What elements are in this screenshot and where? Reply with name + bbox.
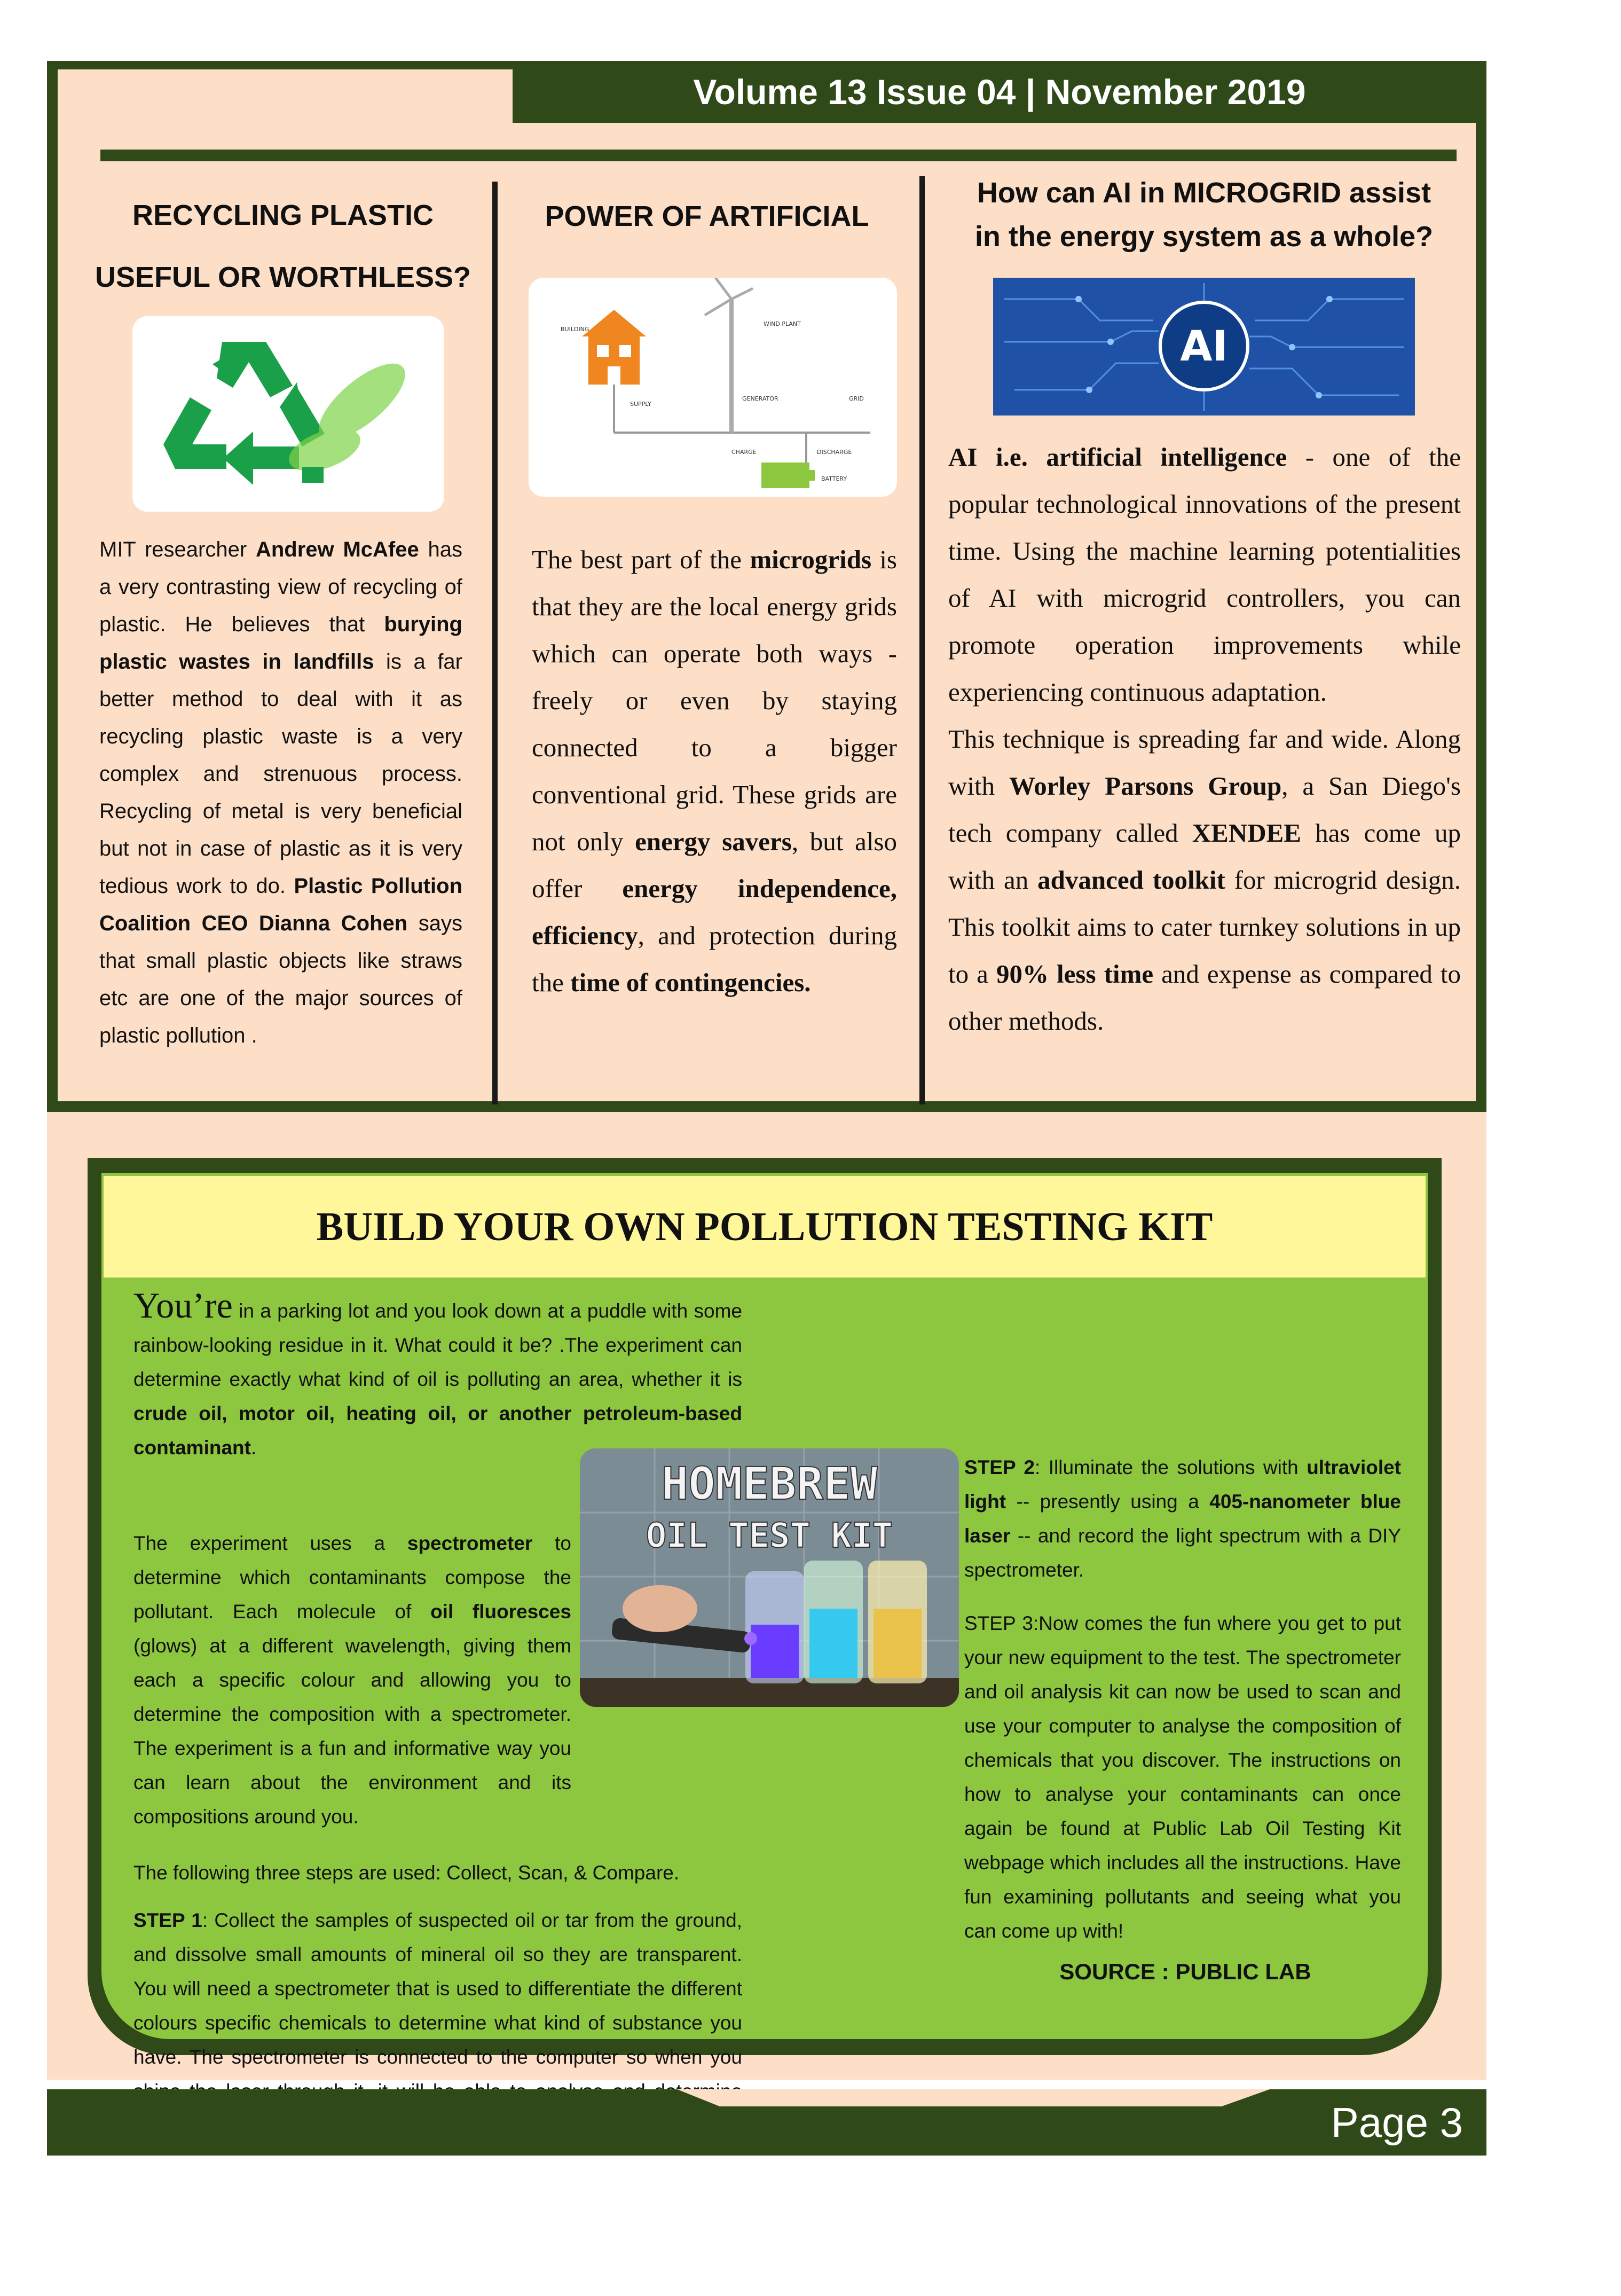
ai-text-1: - one of the popular technological innovations of the present time. Using the machine learning potentialities of AI with microgrid controllers, you can promote operation improvements while experiencing continuous adaptation. bbox=[948, 442, 1461, 707]
kit-steps-intro: The following three steps are used: Collect, Scan, & Compare. bbox=[133, 1862, 680, 1884]
recycling-text-1: MIT researcher bbox=[99, 538, 256, 561]
page-number: Page 3 bbox=[1331, 2099, 1463, 2146]
microgrid-text-4: , and protection during the bbox=[532, 921, 897, 997]
diagram-label-discharge: DISCHARGE bbox=[817, 449, 852, 456]
kit-step1-label: STEP 1 bbox=[133, 1909, 202, 1931]
diagram-label-building: BUILDING bbox=[561, 326, 589, 333]
recycling-bold-cohen: Plastic Pollution Coalition CEO Dianna Cohen bbox=[99, 874, 463, 935]
ai-circuit-image bbox=[993, 278, 1415, 416]
kit-p2-text-3: (glows) at a different wavelength, giving them each a specific colour and allowing you to determine the composition with a spectrometer. The experiment is a fun and informative way you can learn about the environment and its compositions around you. bbox=[133, 1635, 571, 1828]
homebrew-kit-image bbox=[580, 1448, 959, 1707]
recycling-title bbox=[85, 184, 481, 308]
ai-text-3: , a San Diego's tech company called bbox=[948, 771, 1461, 848]
header-rule bbox=[100, 150, 1457, 161]
kit-step2-bold-laser: 405-nanometer blue laser bbox=[964, 1491, 1401, 1547]
kit-step2-paragraph bbox=[964, 1451, 1401, 1587]
recycle-image bbox=[132, 316, 444, 512]
homebrew-kit-svg bbox=[580, 1448, 959, 1707]
kit-lead-bold: crude oil, motor oil, heating oil, or another petroleum-based contaminant bbox=[133, 1402, 742, 1459]
recycling-text-3: is a far better method to deal with it as recycling plastic waste is a very complex and strenuous process. Recycling of metal is very beneficial but not in case of plastic as it is very tedious work to do. bbox=[99, 650, 462, 898]
diagram-label-generator: GENERATOR bbox=[742, 395, 778, 402]
ai-paragraph-1 bbox=[948, 434, 1461, 716]
kit-p2-bold-fluoresces: oil fluoresces bbox=[430, 1601, 571, 1623]
microgrid-text-2: is that they are the local energy grids which can operate both ways - freely or even by staying connected to a bigger conventional grid. These grids are not only bbox=[532, 545, 897, 856]
microgrid-bold-microgrids: microgrids bbox=[750, 545, 872, 574]
kit-p2-bold-spectrometer: spectrometer bbox=[407, 1532, 533, 1554]
ai-microgrid-article bbox=[948, 434, 1461, 1045]
recycling-title-line1: RECYCLING PLASTIC bbox=[132, 199, 434, 231]
kit-step2-label: STEP 2 bbox=[964, 1456, 1035, 1478]
microgrid-bold-contingencies: time of contingencies. bbox=[570, 968, 811, 997]
recycling-name-mcafee: Andrew McAfee bbox=[255, 538, 419, 561]
kit-lead-text: in a parking lot and you look down at a puddle with some rainbow-looking residue in it. What could it be? .The experiment can determine exactly what kind of oil is polluting an area, whether it is bbox=[133, 1300, 742, 1390]
ai-bold-worley: Worley Parsons Group bbox=[1009, 771, 1282, 801]
kit-image-line1: HOMEBREW bbox=[661, 1457, 878, 1510]
ai-text-5: for microgrid design. This toolkit aims to cater turnkey solutions in up to a bbox=[948, 865, 1461, 989]
footer-notch-svg bbox=[47, 2089, 1486, 2156]
recycling-text-4: says that small plastic objects like straws etc are one of the major sources of plastic pollution . bbox=[99, 912, 463, 1047]
kit-step3-paragraph: STEP 3:Now comes the fun where you get to put your new equipment to the test. The spectrometer and oil analysis kit can now be used to scan and use your computer to analyse the composition of chemicals that you discover. The instructions on how to analyse your contaminants can once again be found at Public Lab Oil Testing Kit webpage which includes all the instructions. Have fun examining pollutants and seeing what you can come up with! bbox=[964, 1612, 1401, 1942]
microgrid-article bbox=[532, 536, 897, 1006]
microgrid-bold-independence: energy independence, efficiency bbox=[532, 874, 897, 950]
column-divider-2 bbox=[919, 176, 925, 1104]
kit-lead-end: . bbox=[250, 1437, 257, 1459]
ai-paragraph-2 bbox=[948, 716, 1461, 1045]
ai-text-6: and expense as compared to other methods. bbox=[948, 959, 1461, 1036]
ai-microgrid-title bbox=[940, 171, 1468, 258]
kit-image-line2: OIL TEST KIT bbox=[646, 1516, 893, 1556]
recycle-symbol-icon bbox=[132, 316, 444, 512]
recycling-bold-landfills: burying plastic wastes in landfills bbox=[99, 613, 462, 673]
ai-bold-toolkit: advanced toolkit bbox=[1037, 865, 1225, 895]
microgrid-bold-savers: energy savers bbox=[635, 827, 792, 856]
microgrid-diagram bbox=[529, 278, 897, 497]
kit-step2-bold-uv: ultraviolet light bbox=[964, 1456, 1402, 1513]
microgrid-text-3: , but also offer bbox=[532, 827, 898, 903]
ai-text-2: This technique is spreading far and wide. Along with bbox=[948, 724, 1461, 801]
ai-bold-definition: AI i.e. artificial intelligence bbox=[948, 442, 1287, 472]
kit-step2-text-2: -- presently using a bbox=[1006, 1491, 1210, 1513]
kit-source: SOURCE : PUBLIC LAB bbox=[1059, 1959, 1311, 1984]
recycling-text-2: has a very contrasting view of recycling of plastic. He believes that bbox=[99, 538, 462, 636]
kit-title: BUILD YOUR OWN POLLUTION TESTING KIT bbox=[316, 1204, 1213, 1249]
ai-bold-xendee: XENDEE bbox=[1192, 818, 1301, 848]
ai-power-title: POWER OF ARTIFICIAL bbox=[545, 200, 869, 232]
ai-badge-text: AI bbox=[1180, 323, 1228, 371]
ai-circuit-svg bbox=[993, 278, 1415, 416]
kit-lead-paragraph bbox=[133, 1285, 742, 1465]
footer-bar bbox=[47, 2089, 1486, 2156]
recycling-article bbox=[99, 531, 462, 1054]
issue-header: Volume 13 Issue 04 | November 2019 bbox=[513, 61, 1486, 123]
kit-step2-text-1: : Illuminate the solutions with bbox=[1035, 1456, 1307, 1478]
microgrid-diagram-svg bbox=[529, 278, 897, 497]
diagram-label-supply: SUPPLY bbox=[630, 401, 651, 408]
microgrid-text-1: The best part of the bbox=[532, 545, 750, 574]
ai-text-4: has come up with an bbox=[948, 818, 1461, 895]
column-divider-1 bbox=[492, 182, 498, 1104]
diagram-label-grid: GRID bbox=[849, 395, 864, 402]
ai-microgrid-title-line2: in the energy system as a whole? bbox=[974, 221, 1434, 253]
ai-bold-less-time: 90% less time bbox=[996, 959, 1154, 989]
kit-step1-text: : Collect the samples of suspected oil or tar from the ground, and dissolve small amounts of mineral oil so they are transparent. You will need a spectrometer that is used to differentiate the different colours specific chemicals to determine what kind of substance you have. The spectrometer is connected to the computer so when you bbox=[133, 1909, 742, 2068]
kit-step2-text-3: -- and record the light spectrum with a DIY spectrometer. bbox=[964, 1525, 1401, 1581]
diagram-label-battery: BATTERY bbox=[821, 475, 847, 482]
recycling-title-line2: USEFUL OR WORTHLESS? bbox=[95, 261, 471, 293]
kit-spectrometer-paragraph bbox=[133, 1526, 571, 1834]
diagram-label-charge: CHARGE bbox=[731, 449, 757, 456]
kit-lead-big: You’re bbox=[133, 1285, 233, 1326]
diagram-label-wind: WIND PLANT bbox=[764, 320, 801, 327]
ai-microgrid-title-line1: How can AI in MICROGRID assist bbox=[977, 177, 1431, 209]
kit-p2-text-1: The experiment uses a bbox=[133, 1532, 407, 1554]
kit-p2-text-2: to determine which contaminants compose the pollutant. Each molecule of bbox=[133, 1532, 572, 1623]
